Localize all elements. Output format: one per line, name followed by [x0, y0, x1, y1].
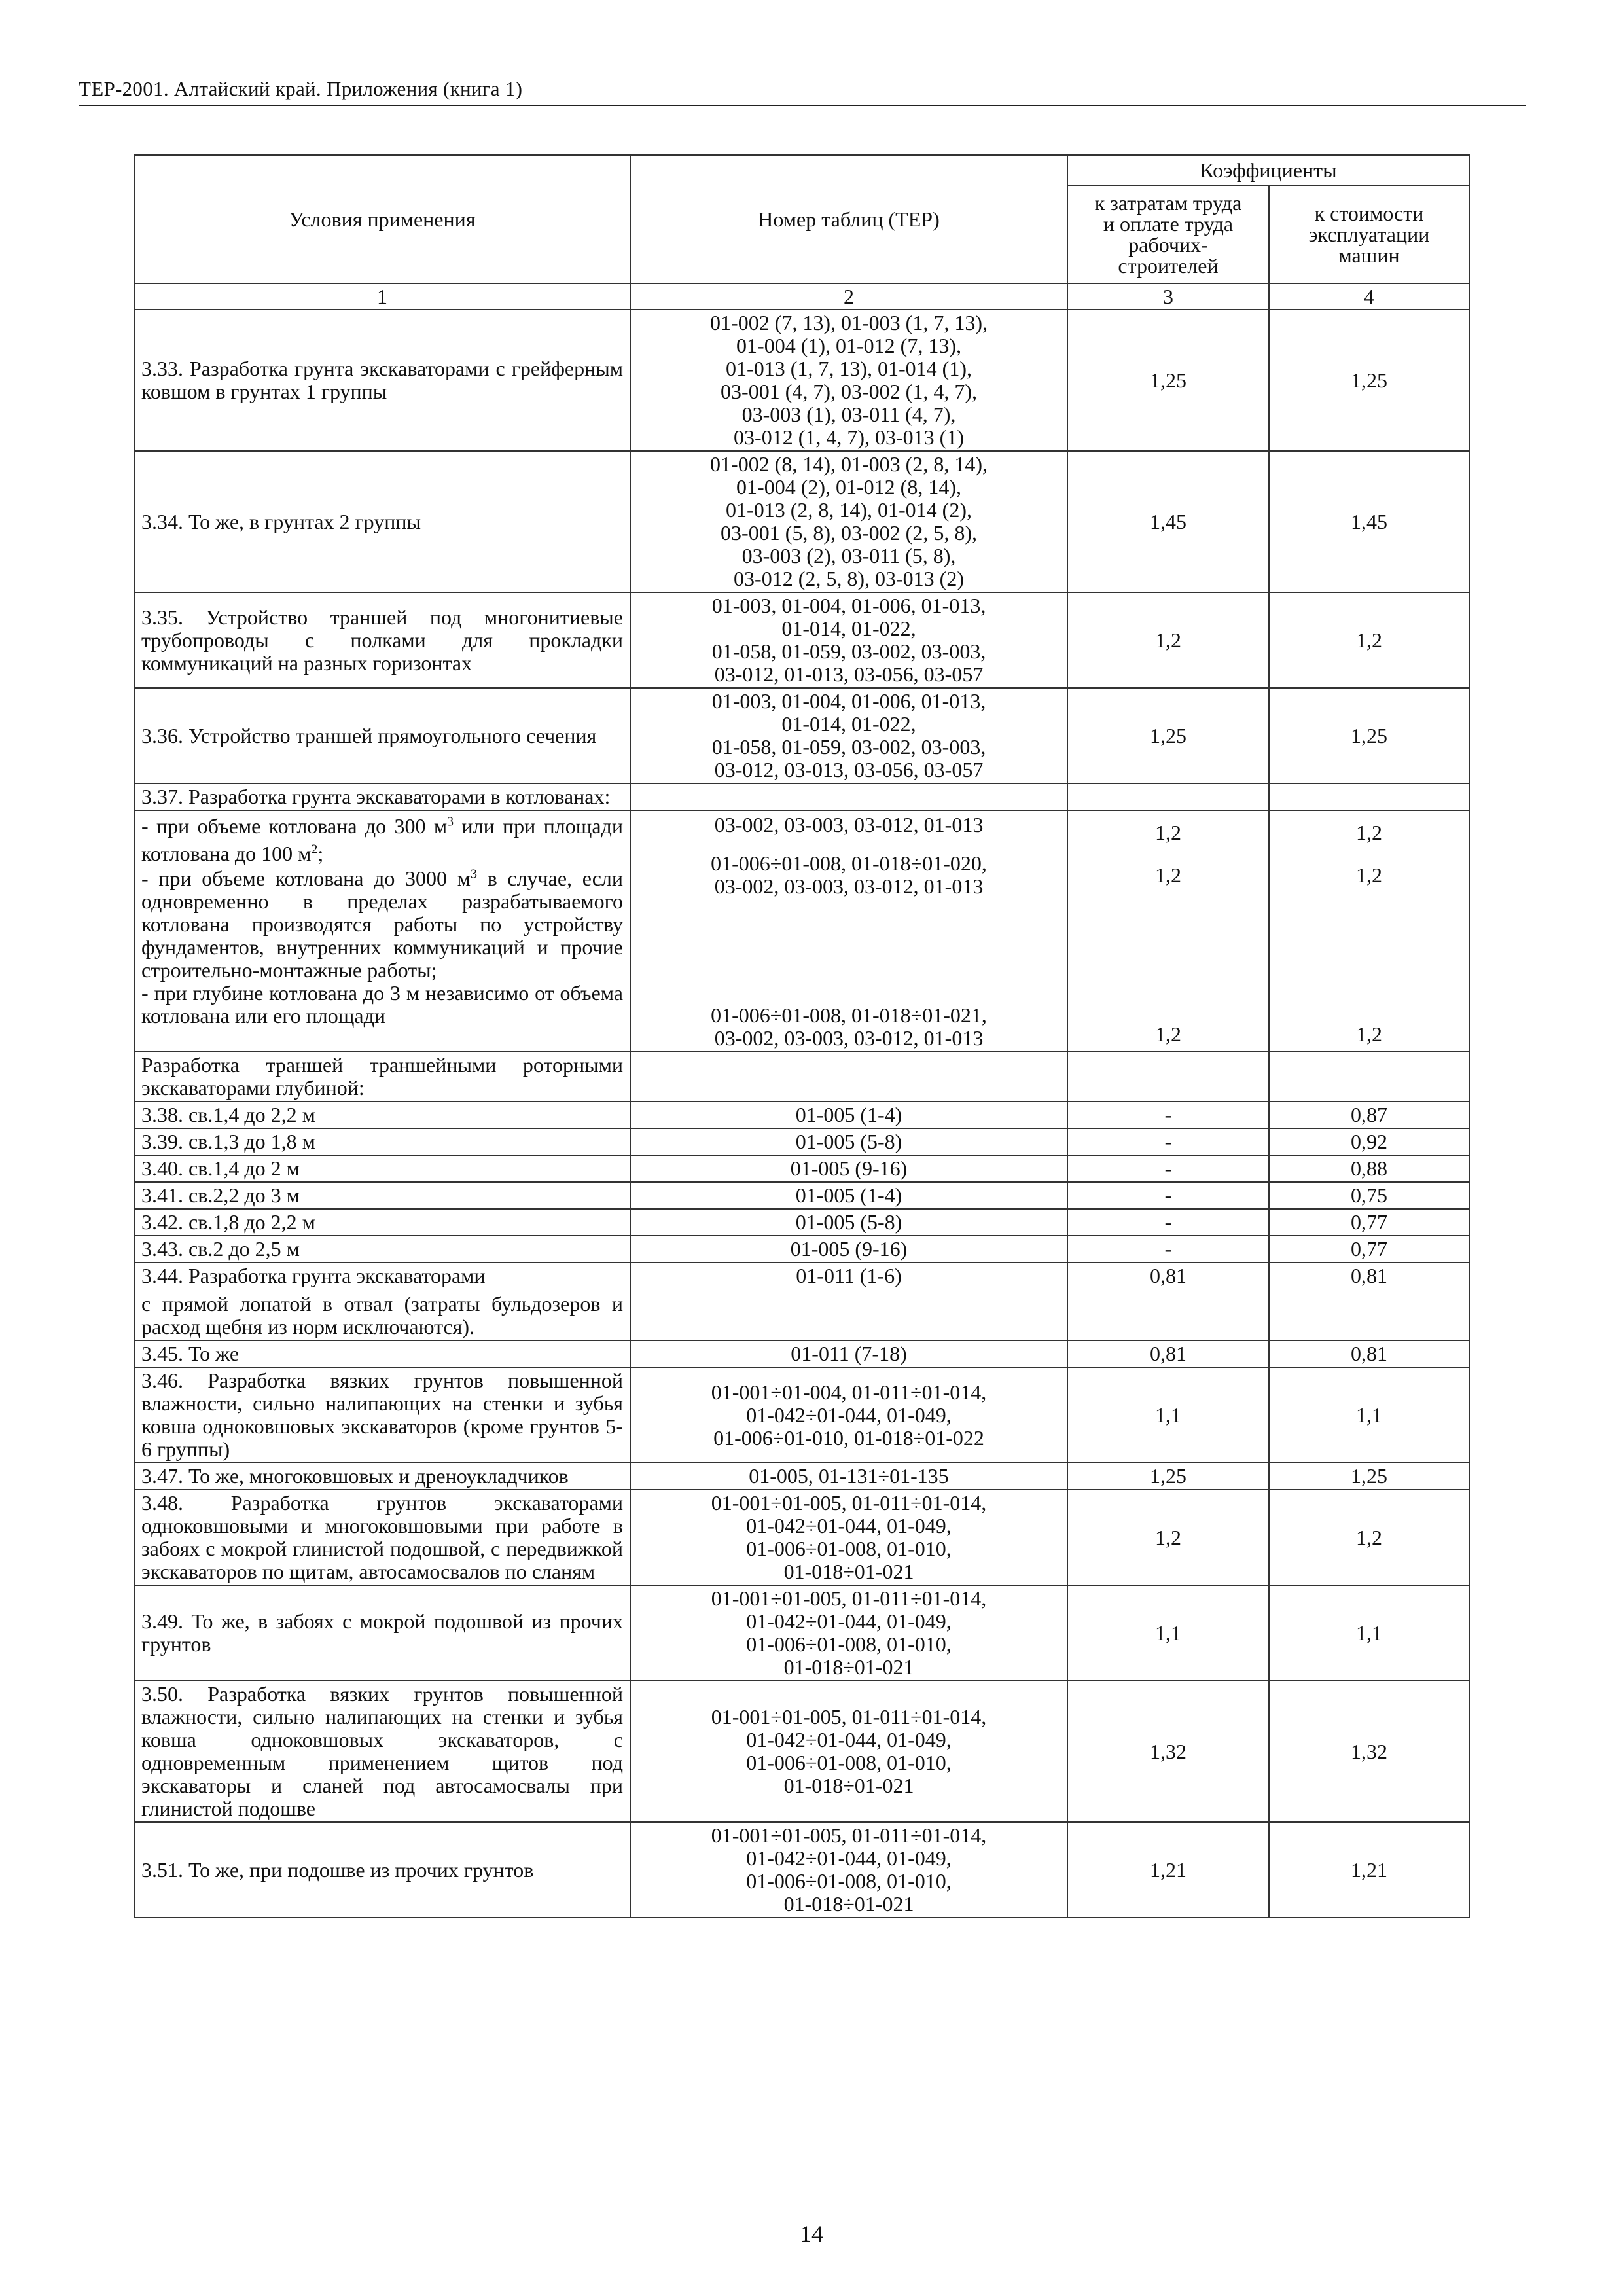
labor-coef-cell: 1,45: [1067, 451, 1269, 592]
table-row: [134, 783, 1469, 810]
labor-coef-cell: -: [1067, 1102, 1269, 1128]
condition-cell: 3.39. св.1,3 до 1,8 м: [134, 1128, 630, 1155]
cell-line: 03-012 (2, 5, 8), 03-013 (2): [734, 567, 964, 590]
labor-coef-cell: [1067, 1052, 1269, 1102]
table-row: [134, 451, 1469, 592]
machine-coef-cell: 0,81: [1269, 1263, 1469, 1340]
table-numbers-cell: [630, 1490, 1067, 1585]
cell-line: 01-013 (2, 8, 14), 01-014 (2),: [726, 498, 972, 522]
col-number-3: 3: [1067, 283, 1269, 310]
machine-coef-cell: 1,25: [1269, 688, 1469, 783]
cell-line: 03-012, 01-013, 03-056, 03-057: [714, 662, 984, 686]
table-numbers-cell: 01-011 (7-18): [630, 1340, 1067, 1367]
cell-line: 01-006÷01-010, 01-018÷01-022: [713, 1426, 984, 1450]
cell-line: 03-003 (1), 03-011 (4, 7),: [741, 403, 956, 426]
cell-line: 03-003 (2), 03-011 (5, 8),: [741, 544, 956, 567]
cell-line: 01-001÷01-005, 01-011÷01-014,: [711, 1823, 987, 1847]
item-depth-3m: - при глубине котлована до 3 м независимо от объема котлована или его площади: [141, 981, 623, 1028]
table-row: [134, 1490, 1469, 1585]
table-row: [134, 1263, 1469, 1340]
page-number: 14: [800, 2221, 823, 2247]
machine-coef-cell: 1,2 1,2 1,2: [1269, 810, 1469, 1052]
table-numbers-cell: 01-005 (9-16): [630, 1236, 1067, 1263]
table-numbers-cell: 01-005 (1-4): [630, 1182, 1067, 1209]
cell-line: 01-018÷01-021: [783, 1560, 914, 1583]
table-row: [134, 688, 1469, 783]
cell-line: 01-001÷01-005, 01-011÷01-014,: [711, 1705, 987, 1729]
condition-cell: 3.41. св.2,2 до 3 м: [134, 1182, 630, 1209]
col-number-4: 4: [1269, 283, 1469, 310]
cell-line: 01-058, 01-059, 03-002, 03-003,: [711, 735, 986, 759]
table-row: [134, 1102, 1469, 1128]
machine-coef-cell: 1,1: [1269, 1585, 1469, 1681]
machine-coef-cell: 0,81: [1269, 1340, 1469, 1367]
table-numbers-cell: [630, 810, 1067, 1052]
table-row: [134, 1822, 1469, 1918]
table-row: [134, 1182, 1469, 1209]
cell-line: 01-002 (7, 13), 01-003 (1, 7, 13),: [710, 311, 988, 334]
machine-coef-cell: 1,32: [1269, 1681, 1469, 1822]
cell-line: 3.51. То же, при подошве из прочих грунтов: [141, 1857, 534, 1882]
cell-line: 01-042÷01-044, 01-049,: [746, 1403, 952, 1427]
cell-line: 3.33. Разработка грунта экскаваторами с грейферным ковшом в грунтах 1 группы: [141, 357, 623, 403]
condition-cell: 3.42. св.1,8 до 2,2 м: [134, 1209, 630, 1236]
header-machine-coef: к стоимости эксплуатации машин: [1269, 185, 1469, 283]
cell-line: 01-004 (1), 01-012 (7, 13),: [736, 334, 961, 357]
table-row: [134, 1052, 1469, 1102]
cell-line: 01-018÷01-021: [783, 1892, 914, 1916]
condition-cell: [134, 1490, 630, 1585]
machine-coef-cell: 1,45: [1269, 451, 1469, 592]
table-row: [134, 1209, 1469, 1236]
labor-coef-cell: -: [1067, 1182, 1269, 1209]
table-row: [134, 1367, 1469, 1463]
condition-cell: [134, 1263, 630, 1340]
cell-line: 03-002, 03-003, 03-012, 01-013: [714, 813, 984, 836]
table-numbers-cell: [630, 1052, 1067, 1102]
condition-cell: [134, 810, 630, 1052]
cell-line: 01-006÷01-008, 01-010,: [746, 1751, 952, 1774]
machine-coef-cell: 0,92: [1269, 1128, 1469, 1155]
machine-coef-cell: 0,77: [1269, 1209, 1469, 1236]
labor-coef-cell: 1,2 1,2 1,2: [1067, 810, 1269, 1052]
col-number-1: 1: [134, 283, 630, 310]
header-row-1: [134, 155, 1469, 185]
machine-coef-cell: 1,21: [1269, 1822, 1469, 1918]
condition-cell: 3.37. Разработка грунта экскаваторами в котлованах:: [134, 783, 630, 810]
cell-line: 01-018÷01-021: [783, 1774, 914, 1797]
header-rule: [79, 105, 1526, 106]
machine-coef-cell: [1269, 783, 1469, 810]
cell-line: 01-004 (2), 01-012 (8, 14),: [736, 475, 961, 499]
labor-coef-cell: 1,32: [1067, 1681, 1269, 1822]
coefficients-table: [134, 154, 1470, 1918]
cell-line: 03-001 (4, 7), 03-002 (1, 4, 7),: [721, 380, 977, 403]
condition-cell: Разработка траншей траншейными роторными экскаваторами глубиной:: [134, 1052, 630, 1102]
cell-line: 01-014, 01-022,: [781, 617, 916, 640]
table-row: [134, 310, 1469, 451]
cell-line: 3.50. Разработка вязких грунтов повышенной влажности, сильно налипающих на стенки и зубья ковша одноковшовых экскаваторов, с одновременным применением щитов под экскаваторы и сланей под автосамосвалы при глинистой подошве: [141, 1682, 623, 1820]
table-row: [134, 810, 1469, 1052]
machine-coef-cell: 0,77: [1269, 1236, 1469, 1263]
labor-coef-cell: 1,2: [1067, 592, 1269, 688]
table-numbers-cell: [630, 1822, 1067, 1918]
cell-line: 01-042÷01-044, 01-049,: [746, 1609, 952, 1633]
cell-line: 01-006÷01-008, 01-010,: [746, 1537, 952, 1560]
table-numbers-cell: [630, 310, 1067, 451]
cell-line: 3.49. То же, в забоях с мокрой подошвой из прочих грунтов: [141, 1609, 623, 1656]
cell-line: 01-001÷01-005, 01-011÷01-014,: [711, 1587, 987, 1610]
cell-line: 01-042÷01-044, 01-049,: [746, 1514, 952, 1537]
cell-line: 01-003, 01-004, 01-006, 01-013,: [711, 594, 986, 617]
condition-cell: [134, 1681, 630, 1822]
cell-line: 01-013 (1, 7, 13), 01-014 (1),: [726, 357, 972, 380]
labor-coef-cell: 1,25: [1067, 688, 1269, 783]
machine-coef-cell: [1269, 1052, 1469, 1102]
labor-coef-cell: -: [1067, 1209, 1269, 1236]
labor-coef-cell: 1,1: [1067, 1585, 1269, 1681]
table-numbers-cell: [630, 1367, 1067, 1463]
machine-coef-cell: 0,75: [1269, 1182, 1469, 1209]
table-numbers-cell: 01-005 (5-8): [630, 1209, 1067, 1236]
table-row: [134, 592, 1469, 688]
running-head: ТЕР-2001. Алтайский край. Приложения (книга 1): [79, 77, 523, 100]
cell-line: 01-003, 01-004, 01-006, 01-013,: [711, 689, 986, 713]
cell-line: 3.44. Разработка грунта экскаваторами: [141, 1264, 486, 1287]
table-row: [134, 1155, 1469, 1182]
table-row: [134, 1340, 1469, 1367]
cell-line: 3.35. Устройство траншей под многонитиевые трубопроводы с полками для прокладки коммуникаций на разных горизонтах: [141, 605, 623, 675]
condition-cell: [134, 451, 630, 592]
condition-cell: [134, 688, 630, 783]
condition-cell: [134, 1463, 630, 1490]
table-row: [134, 1585, 1469, 1681]
cell-line: 01-005, 01-131÷01-135: [749, 1464, 949, 1488]
labor-coef-cell: 1,1: [1067, 1367, 1269, 1463]
labor-coef-cell: 1,25: [1067, 1463, 1269, 1490]
item-volume-300: - при объеме котлована до 300 $м^3$ или при площади котлована до 100 $м^2$;: [141, 814, 624, 865]
cell-line: 01-001÷01-004, 01-011÷01-014,: [711, 1380, 987, 1404]
machine-coef-cell: 0,88: [1269, 1155, 1469, 1182]
condition-cell: 3.45. То же: [134, 1340, 630, 1367]
table-numbers-cell: 01-005 (9-16): [630, 1155, 1067, 1182]
machine-coef-cell: 1,25: [1269, 1463, 1469, 1490]
cell-line: 3.36. Устройство траншей прямоугольного сечения: [141, 723, 597, 747]
table-row: [134, 1236, 1469, 1263]
cell-line: 01-042÷01-044, 01-049,: [746, 1846, 952, 1870]
condition-cell: 3.40. св.1,4 до 2 м: [134, 1155, 630, 1182]
machine-coef-cell: 0,87: [1269, 1102, 1469, 1128]
condition-cell: [134, 592, 630, 688]
cell-line: 01-001÷01-005, 01-011÷01-014,: [711, 1491, 987, 1515]
cell-line: 01-018÷01-021: [783, 1655, 914, 1679]
table-numbers-cell: [630, 1463, 1067, 1490]
cell-line: 01-006÷01-008, 01-010,: [746, 1869, 952, 1893]
column-numbers-row: [134, 283, 1469, 310]
table-numbers-cell: [630, 592, 1067, 688]
table-numbers-cell: [630, 688, 1067, 783]
table-numbers-cell: 01-005 (5-8): [630, 1128, 1067, 1155]
cell-line: 3.34. То же, в грунтах 2 группы: [141, 509, 421, 533]
condition-cell: [134, 1367, 630, 1463]
cell-block: 01-006÷01-008, 01-018÷01-020, 03-002, 03-003, 03-012, 01-013: [711, 852, 987, 898]
condition-cell: 3.43. св.2 до 2,5 м: [134, 1236, 630, 1263]
condition-cell: [134, 1822, 630, 1918]
table-row: [134, 1463, 1469, 1490]
cell-block: 01-006÷01-008, 01-018÷01-021, 03-002, 03-003, 03-012, 01-013: [711, 1003, 987, 1050]
header-table-numbers: Номер таблиц (ТЕР): [630, 155, 1067, 283]
item-volume-3000: - при объеме котлована до 3000 $м^3$ в случае, если одновременно в пределах разрабатываемого котлована производятся работы по устройству фундаментов, внутренних коммуникаций и прочие строительно-монтажные работы;: [141, 867, 624, 982]
labor-coef-cell: [1067, 783, 1269, 810]
labor-coef-cell: 1,2: [1067, 1490, 1269, 1585]
table-row: [134, 1681, 1469, 1822]
table-row: [134, 1128, 1469, 1155]
cell-line: 01-006÷01-008, 01-010,: [746, 1632, 952, 1656]
col-number-2: 2: [630, 283, 1067, 310]
condition-cell: 3.38. св.1,4 до 2,2 м: [134, 1102, 630, 1128]
condition-cell: [134, 1585, 630, 1681]
labor-coef-cell: -: [1067, 1128, 1269, 1155]
machine-coef-cell: 1,25: [1269, 310, 1469, 451]
labor-coef-cell: -: [1067, 1236, 1269, 1263]
cell-line: 3.46. Разработка вязких грунтов повышенной влажности, сильно налипающих на стенки и зубья ковша одноковшовых экскаваторов (кроме грунтов 5-6 группы): [141, 1369, 623, 1461]
cell-line: 3.48. Разработка грунтов экскаваторами одноковшовыми и многоковшовыми при работе в забоях с мокрой глинистой подошвой, с передвижкой экскаваторов по щитам, автосамосвалов по сланям: [141, 1491, 623, 1583]
cell-line: 01-058, 01-059, 03-002, 03-003,: [711, 639, 986, 663]
table-numbers-cell: [630, 783, 1067, 810]
cell-line: с прямой лопатой в отвал (затраты бульдозеров и расход щебня из норм исключаются).: [141, 1292, 623, 1338]
table-numbers-cell: [630, 1681, 1067, 1822]
cell-line: 03-012, 03-013, 03-056, 03-057: [714, 758, 984, 781]
table-numbers-cell: [630, 1585, 1067, 1681]
condition-cell: [134, 310, 630, 451]
header-coefficients: Коэффициенты: [1067, 155, 1469, 185]
cell-line: 03-012 (1, 4, 7), 03-013 (1): [734, 425, 964, 449]
labor-coef-cell: 0,81: [1067, 1263, 1269, 1340]
labor-coef-cell: 1,21: [1067, 1822, 1269, 1918]
labor-coef-cell: 1,25: [1067, 310, 1269, 451]
machine-coef-cell: 1,2: [1269, 592, 1469, 688]
machine-coef-cell: 1,1: [1269, 1367, 1469, 1463]
header-labor-coef: к затратам труда и оплате труда рабочих- строителей: [1067, 185, 1269, 283]
cell-line: 01-014, 01-022,: [781, 712, 916, 736]
table-numbers-cell: 01-005 (1-4): [630, 1102, 1067, 1128]
table-numbers-cell: [630, 451, 1067, 592]
table-numbers-cell: 01-011 (1-6): [630, 1263, 1067, 1340]
cell-line: 03-001 (5, 8), 03-002 (2, 5, 8),: [721, 521, 977, 545]
header-conditions: Условия применения: [134, 155, 630, 283]
labor-coef-cell: -: [1067, 1155, 1269, 1182]
cell-line: 01-002 (8, 14), 01-003 (2, 8, 14),: [710, 452, 988, 476]
cell-line: 01-042÷01-044, 01-049,: [746, 1728, 952, 1751]
labor-coef-cell: 0,81: [1067, 1340, 1269, 1367]
machine-coef-cell: 1,2: [1269, 1490, 1469, 1585]
cell-line: 3.47. То же, многоковшовых и дреноукладчиков: [141, 1464, 569, 1488]
